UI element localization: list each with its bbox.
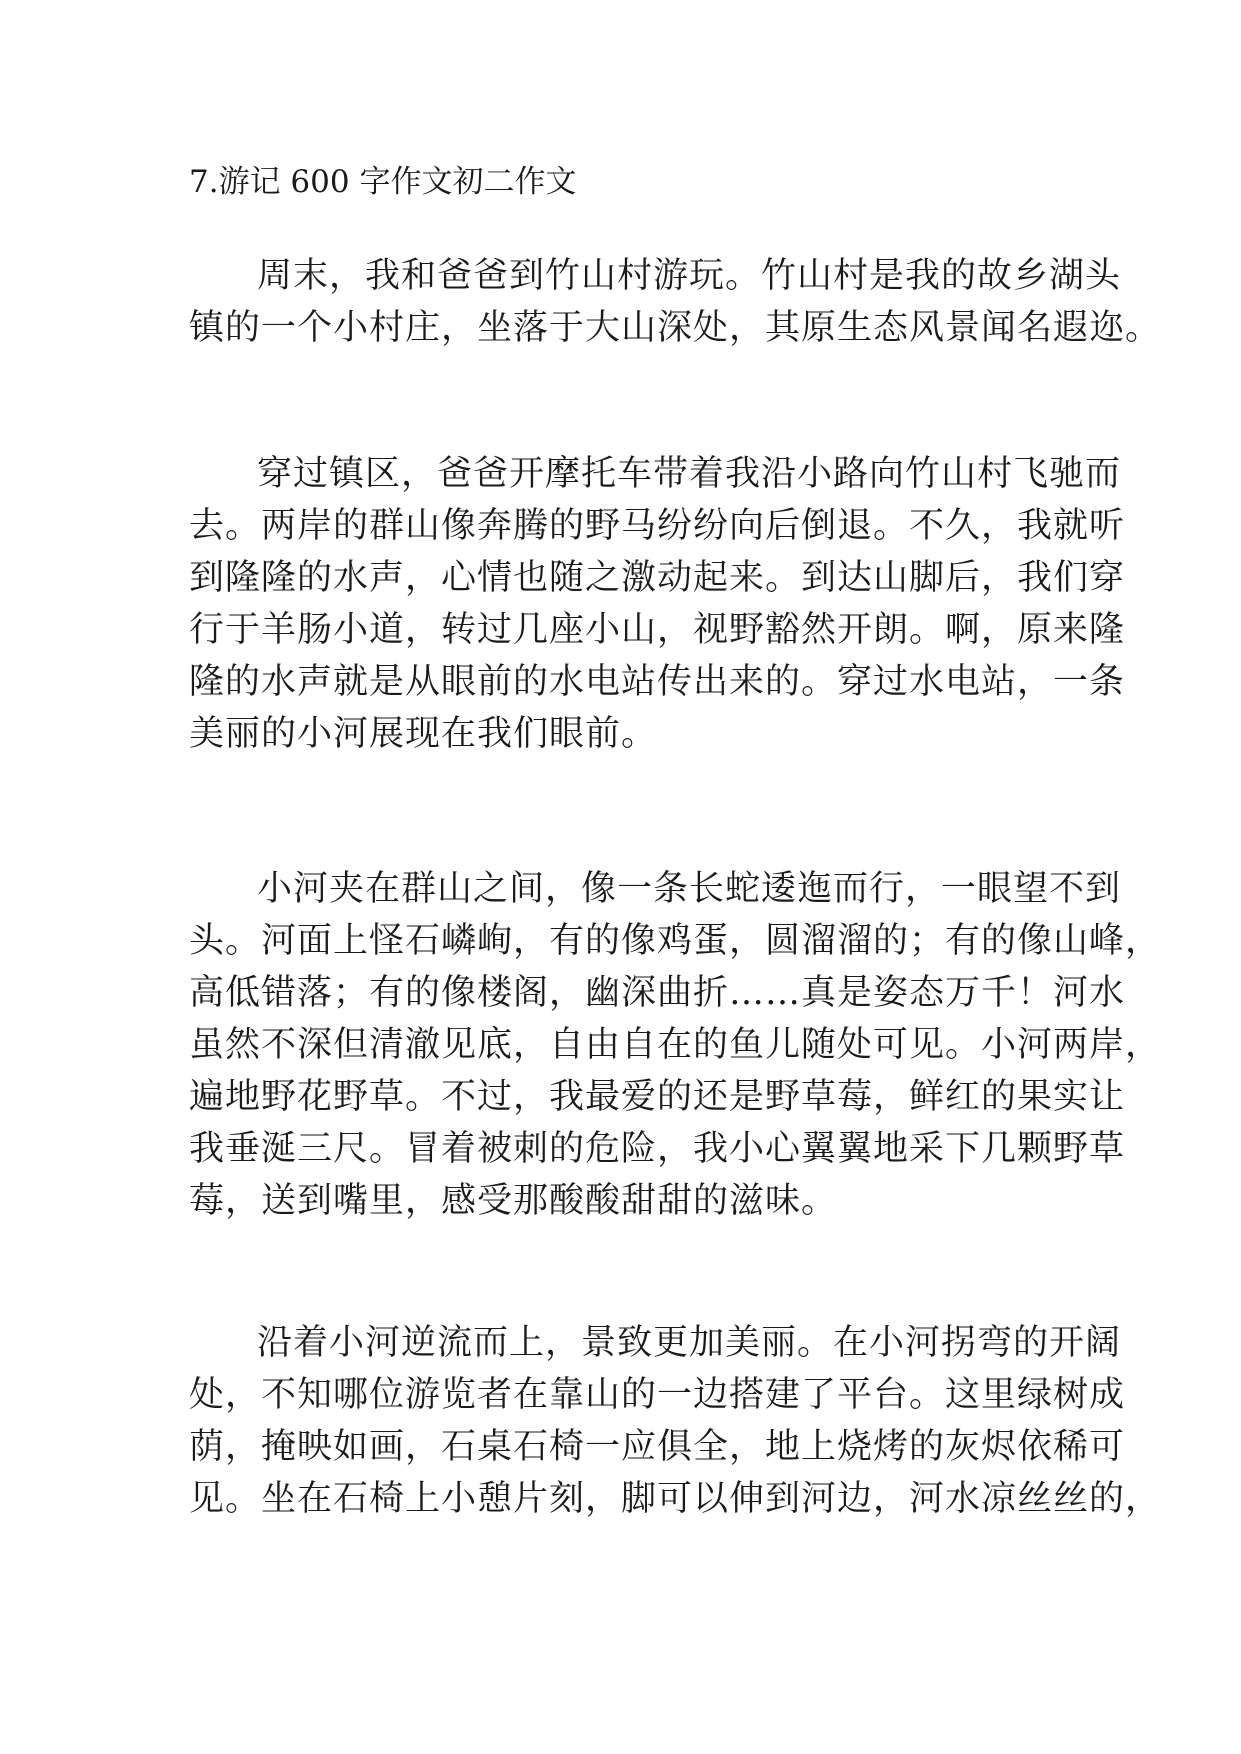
paragraph-line: 头。河面上怪石嶙峋，有的像鸡蛋，圆溜溜的；有的像山峰， [189, 921, 1162, 961]
paragraph-line: 处，不知哪位游览者在靠山的一边搭建了平台。这里绿树成 [189, 1375, 1126, 1415]
paragraph-line: 去。两岸的群山像奔腾的野马纷纷向后倒退。不久，我就听 [189, 506, 1126, 546]
paragraph-line: 高低错落；有的像楼阁，幽深曲折……真是姿态万千！河水 [189, 973, 1126, 1013]
paragraph-line: 莓，送到嘴里，感受那酸酸甜甜的滋味。 [189, 1181, 838, 1221]
paragraph-1 [189, 250, 1162, 354]
paragraph-3 [189, 863, 1162, 1227]
paragraph-line: 穿过镇区，爸爸开摩托车带着我沿小路向竹山村飞驰而 [257, 454, 1122, 494]
paragraph-line: 沿着小河逆流而上，景致更加美丽。在小河拐弯的开阔 [257, 1323, 1122, 1363]
paragraph-2 [189, 448, 1126, 760]
paragraph-line: 镇的一个小村庄，坐落于大山深处，其原生态风景闻名遐迩。 [189, 308, 1162, 348]
paragraph-line: 我垂涎三尺。冒着被刺的危险，我小心翼翼地采下几颗野草 [189, 1129, 1126, 1169]
paragraph-line: 到隆隆的水声，心情也随之激动起来。到达山脚后，我们穿 [189, 558, 1126, 598]
paragraph-line: 隆的水声就是从眼前的水电站传出来的。穿过水电站，一条 [189, 662, 1126, 702]
paragraph-line: 遍地野花野草。不过，我最爱的还是野草莓，鲜红的果实让 [189, 1077, 1126, 1117]
paragraph-line: 行于羊肠小道，转过几座小山，视野豁然开朗。啊，原来隆 [189, 610, 1126, 650]
document-title: 7.游记 600 字作文初二作文 [189, 164, 577, 200]
paragraph-4 [189, 1317, 1162, 1525]
paragraph-line: 见。坐在石椅上小憩片刻，脚可以伸到河边，河水凉丝丝的， [189, 1479, 1162, 1519]
paragraph-line: 周末，我和爸爸到竹山村游玩。竹山村是我的故乡湖头 [257, 256, 1122, 296]
paragraph-line: 荫，掩映如画，石桌石椅一应俱全，地上烧烤的灰烬依稀可 [189, 1427, 1126, 1467]
paragraph-line: 虽然不深但清澈见底，自由自在的鱼儿随处可见。小河两岸， [189, 1025, 1162, 1065]
paragraph-line: 美丽的小河展现在我们眼前。 [189, 714, 658, 754]
paragraph-line: 小河夹在群山之间，像一条长蛇逶迤而行，一眼望不到 [257, 869, 1122, 909]
